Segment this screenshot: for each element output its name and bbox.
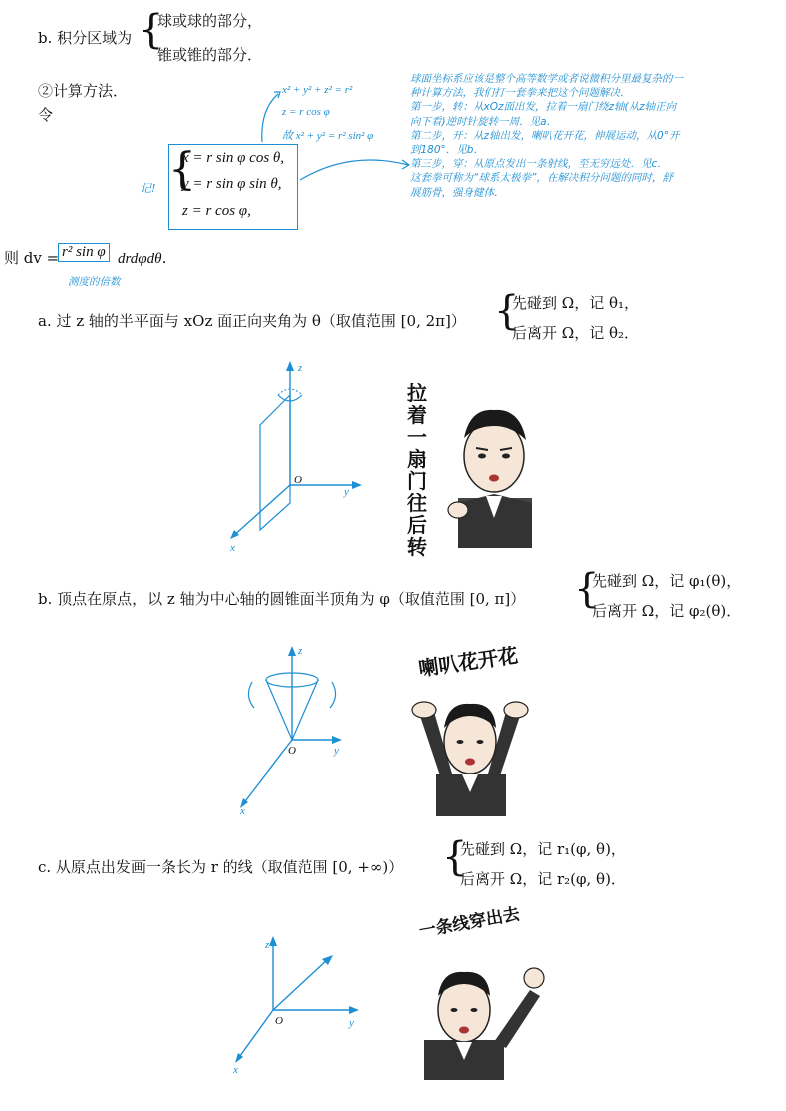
dv-boxed-factor: r² sin φ xyxy=(58,243,110,262)
axis-z-label: z xyxy=(298,645,303,657)
region-brace: { xyxy=(138,7,164,53)
note-line: 展筋骨，强身健体． xyxy=(410,186,505,199)
step-b-second: 后离开 Ω，记 φ₂(θ)． xyxy=(592,602,742,620)
step-c-text: c. 从原点出发画一条长为 r 的线（取值范围 [0, +∞)） xyxy=(38,858,404,876)
cartoon-line-caption: 一条线穿出去 xyxy=(417,904,522,942)
region-label: b. 积分区域为 xyxy=(38,29,133,47)
note-line: 到180°．见b． xyxy=(410,144,484,157)
cartoon-door-caption: 拉着一扇门往后转 xyxy=(407,381,427,559)
origin-label: O xyxy=(294,474,302,486)
step-b-first: 先碰到 Ω，记 φ₁(θ)， xyxy=(592,572,742,590)
cartoon-flower xyxy=(390,656,550,816)
step-c-first: 先碰到 Ω，记 r₁(φ, θ)， xyxy=(460,840,626,858)
remember-mark: 记! xyxy=(140,182,156,195)
step-a-second: 后离开 Ω，记 θ₂． xyxy=(512,324,640,342)
axis-z-label: z xyxy=(265,939,270,951)
method-let: 令 xyxy=(38,106,54,124)
side-formula-1: x² + y² + z² = r² xyxy=(282,84,353,96)
region-option-cone: 锥或锥的部分． xyxy=(157,46,263,64)
step-a-text: a. 过 z 轴的半平面与 xOz 面正向夹角为 θ（取值范围 [0, 2π]） xyxy=(38,312,466,330)
dv-suffix: drdφdθ． xyxy=(118,251,177,267)
axis-y-label: y xyxy=(334,745,339,757)
note-line: 向下看)逆时针旋转一周．见a． xyxy=(410,115,558,128)
cartoon-line xyxy=(402,930,552,1080)
axis-x-label: x xyxy=(233,1064,238,1076)
method-title: ②计算方法． xyxy=(38,82,129,100)
step-b-text: b. 顶点在原点，以 z 轴为中心轴的圆锥面半顶角为 φ（取值范围 [0, π]） xyxy=(38,590,526,608)
dv-caption: 测度的倍数 xyxy=(68,276,121,288)
figure-b-cone xyxy=(230,640,380,815)
dv-prefix: 则 dv = xyxy=(4,249,60,267)
axis-y-label: y xyxy=(344,486,349,498)
side-formula-2: z = r cos φ xyxy=(282,106,330,118)
note-line: 球面坐标系应该是整个高等数学或者说微积分里最复杂的一 xyxy=(410,73,683,85)
cartoon-flower-caption: 喇叭花开花 xyxy=(417,643,520,681)
note-line: 第二步，开：从z轴出发，喇叭花开花，伸展运动，从0°开 xyxy=(410,129,680,142)
note-line: 这套拳可称为“球系太极拳”，在解决积分问题的同时，舒 xyxy=(410,172,673,185)
figure-a-half-plane xyxy=(220,355,380,555)
axis-x-label: x xyxy=(230,542,235,554)
figure-c-ray xyxy=(225,930,375,1080)
origin-label: O xyxy=(288,745,296,757)
formula-y: y = r sin φ sin θ, xyxy=(182,176,282,192)
note-line: 第三步，穿：从原点发出一条射线，至无穷远处．见c． xyxy=(410,158,668,171)
step-a-brace: { xyxy=(494,288,520,334)
formula-x: x = r sin φ cos θ, xyxy=(182,150,285,166)
note-line: 种计算方法，我们打一套拳来把这个问题解决． xyxy=(410,87,631,100)
formula-brace: { xyxy=(168,144,196,195)
origin-label: O xyxy=(275,1015,283,1027)
axis-z-label: z xyxy=(298,362,303,374)
region-option-ball: 球或球的部分， xyxy=(157,12,263,30)
axis-x-label: x xyxy=(240,805,245,815)
formula-z: z = r cos φ, xyxy=(182,203,251,219)
step-b-brace: { xyxy=(574,566,600,612)
side-formula-3: 故 x² + y² = r² sin² φ xyxy=(282,130,374,142)
note-line: 第一步，转：从xOz面出发，拉着一扇门绕z轴(从z轴正向 xyxy=(410,101,677,114)
axis-y-label: y xyxy=(349,1017,354,1029)
method-note xyxy=(410,72,780,200)
step-c-second: 后离开 Ω，记 r₂(φ, θ)． xyxy=(460,870,626,888)
step-c-brace: { xyxy=(442,834,468,880)
step-a-first: 先碰到 Ω，记 θ₁， xyxy=(512,294,640,312)
